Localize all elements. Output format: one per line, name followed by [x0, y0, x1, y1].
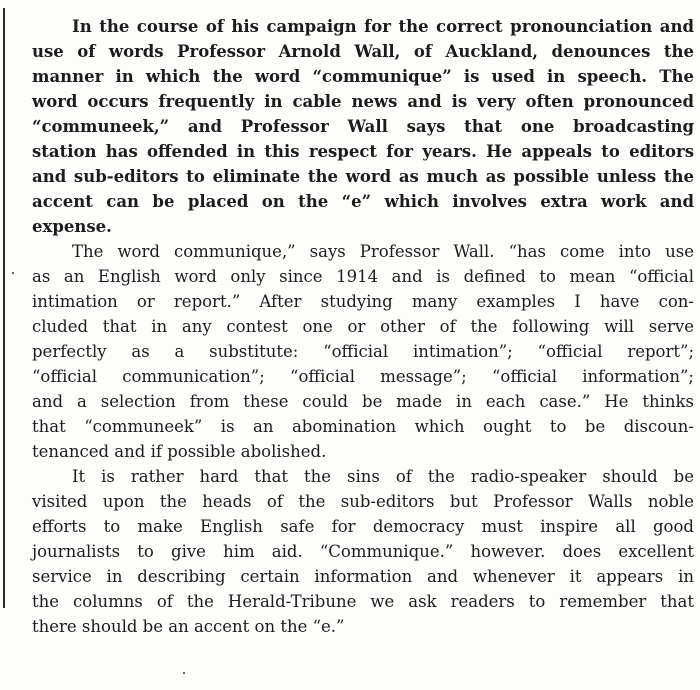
text-line: perfectly as a substitute: “official intimation”; “official report”;	[32, 342, 694, 361]
text-line: journalists to give him aid. “Communique.” however. does excellent	[32, 542, 694, 561]
ink-speck	[12, 272, 14, 274]
text-line: that “communeek” is an abomination which ought to be discoun-	[32, 417, 694, 436]
paragraph-intro	[32, 14, 694, 239]
text-line: cluded that in any contest one or other of the following will serve	[32, 317, 694, 336]
ink-speck	[183, 672, 185, 674]
text-line: efforts to make English safe for democracy must inspire all good	[32, 517, 694, 536]
text-line: expense.	[32, 217, 112, 236]
paragraph-closing	[32, 464, 694, 639]
text-line: service in describing certain information and whenever it appears in	[32, 567, 694, 586]
column-rule	[3, 8, 5, 608]
text-line: word occurs frequently in cable news and is very often pronounced	[32, 92, 694, 111]
text-line: there should be an accent on the “e.”	[32, 617, 345, 636]
text-line: use of words Professor Arnold Wall, of Auckland, denounces the	[32, 42, 694, 61]
text-line: It is rather hard that the sins of the radio-speaker should be	[72, 467, 694, 486]
text-line: as an English word only since 1914 and is defined to mean “official	[32, 267, 694, 286]
text-line: and sub-editors to eliminate the word as much as possible unless the	[32, 167, 694, 186]
text-line: station has offended in this respect for years. He appeals to editors	[32, 142, 694, 161]
text-line: “official communication”; “official message”; “official information”;	[32, 367, 694, 386]
text-line: “communeek,” and Professor Wall says that one broadcasting	[32, 117, 694, 136]
text-line: and a selection from these could be made in each case.” He thinks	[32, 392, 694, 411]
article-body	[32, 14, 694, 639]
text-line: accent can be placed on the “e” which involves extra work and	[32, 192, 694, 211]
text-line: In the course of his campaign for the correct pronounciation and	[72, 17, 694, 36]
text-line: the columns of the Herald-Tribune we ask readers to remember that	[32, 592, 694, 611]
text-line: visited upon the heads of the sub-editors but Professor Walls noble	[32, 492, 694, 511]
text-line: The word communique,” says Professor Wall. “has come into use	[72, 242, 694, 261]
paragraph-quote	[32, 239, 694, 464]
text-line: manner in which the word “communique” is used in speech. The	[32, 67, 694, 86]
text-line: intimation or report.” After studying many examples I have con-	[32, 292, 694, 311]
text-line: tenanced and if possible abolished.	[32, 442, 327, 461]
